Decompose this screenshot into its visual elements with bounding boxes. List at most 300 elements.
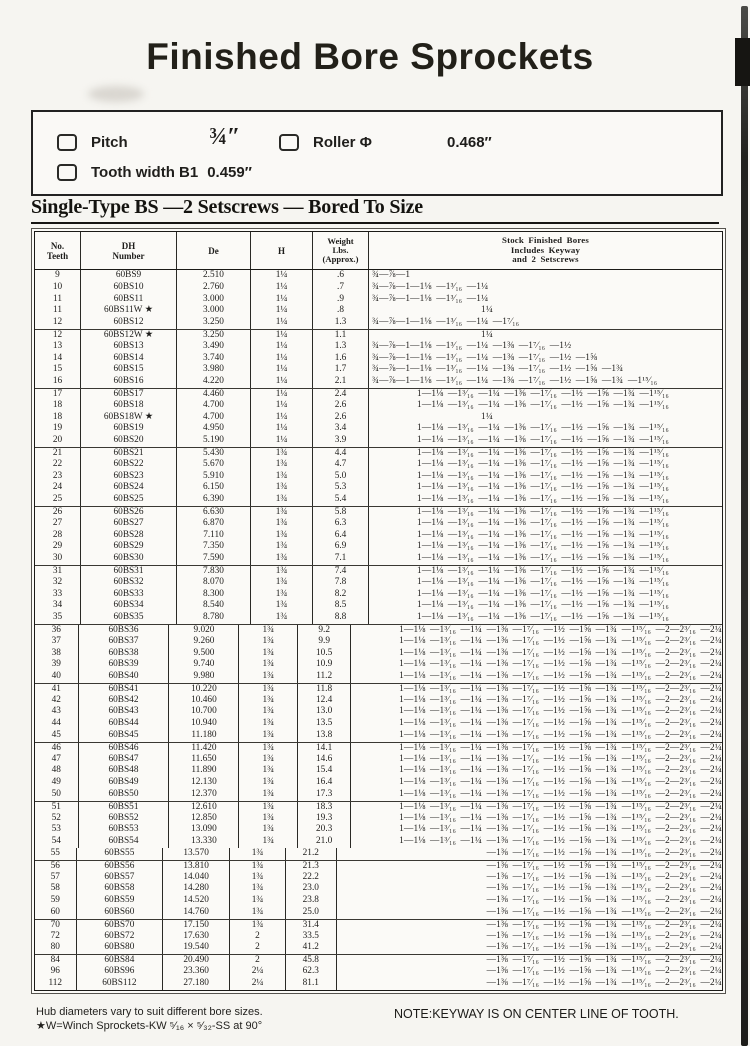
- cell-stock-bores: 1—1⅛ —1³⁄₁₆ —1¼ —1⅜ —1⁷⁄₁₆ —1½ —1⅝ —1¾ —1¹⁵⁄₁₆: [417, 553, 669, 564]
- cell-weight: 16.4: [298, 777, 351, 789]
- cell-dh-number: 60BS48: [79, 765, 170, 777]
- cell-de: 12.370: [169, 789, 239, 801]
- cell-dh-number: 60BS26: [81, 507, 177, 518]
- cell-de: 12.610: [169, 802, 239, 813]
- cell-weight: 12.4: [298, 695, 351, 707]
- cell-dh-number: 60BS55: [77, 848, 164, 860]
- cell-no-teeth: 46: [35, 743, 79, 754]
- page-title: Finished Bore Sprockets: [146, 36, 594, 77]
- cell-h: 1¾: [230, 848, 286, 860]
- table-row: [35, 706, 722, 718]
- cell-de: 3.250: [177, 317, 251, 329]
- checkbox-icon: [279, 134, 299, 151]
- cell-weight: 41.2: [286, 942, 337, 954]
- cell-no-teeth: 53: [35, 824, 79, 836]
- cell-de: 3.000: [177, 294, 251, 306]
- cell-dh-number: 60BS9: [81, 270, 177, 282]
- checkbox-icon: [57, 134, 77, 151]
- cell-weight: 21.2: [286, 848, 337, 860]
- table-row: [35, 801, 722, 813]
- cell-h: 1¼: [251, 412, 313, 424]
- cell-no-teeth: 45: [35, 730, 79, 742]
- cell-weight: 45.8: [286, 955, 337, 966]
- footnote-winch: ★W=Winch Sprockets-KW ⁵⁄₁₆ × ⁵⁄₃₂-SS at 90°: [36, 1020, 263, 1032]
- cell-stock-bores: ¾—⅞—1—1⅛ —1³⁄₁₆ —1¼: [372, 281, 489, 292]
- cell-no-teeth: 70: [35, 920, 77, 931]
- table-row: [35, 376, 722, 388]
- table-row: [35, 435, 722, 447]
- cell-no-teeth: 28: [35, 530, 81, 542]
- cell-de: 3.740: [177, 353, 251, 365]
- cell-stock-bores: 1—1⅛ —1³⁄₁₆ —1¼ —1⅜ —1⁷⁄₁₆ —1½ —1⅝ —1¾ —1¹⁵⁄₁₆: [417, 447, 669, 458]
- table-row: [35, 954, 722, 966]
- cell-no-teeth: 24: [35, 482, 81, 494]
- table-row: [35, 541, 722, 553]
- cell-de: 2.760: [177, 282, 251, 294]
- table-row: [35, 423, 722, 435]
- cell-dh-number: 60BS49: [79, 777, 170, 789]
- table-row: [35, 270, 722, 282]
- cell-dh-number: 60BS58: [77, 883, 164, 895]
- cell-no-teeth: 11: [35, 294, 81, 306]
- table-row: [35, 860, 722, 872]
- spec-box: [31, 110, 723, 196]
- cell-stock-bores: —1⅜ —1⁷⁄₁₆ —1½ —1⅝ —1¾ —1¹⁵⁄₁₆ —2—2³⁄₁₆ —2¼: [486, 930, 722, 941]
- cell-weight: 1.1: [313, 330, 369, 341]
- table-row: [35, 978, 722, 990]
- cell-dh-number: 60BS14: [81, 353, 177, 365]
- table-row: [35, 317, 722, 329]
- cell-weight: 6.3: [313, 518, 369, 530]
- cell-stock-bores: 1—1⅛ —1³⁄₁₆ —1¼ —1⅜ —1⁷⁄₁₆ —1½ —1⅝ —1¾ —1¹⁵⁄₁₆ —2—2³⁄₁₆ —2¼: [399, 659, 722, 670]
- cell-weight: 23.0: [286, 883, 337, 895]
- cell-no-teeth: 84: [35, 955, 77, 966]
- cell-stock-bores: —1⅜ —1⁷⁄₁₆ —1½ —1⅝ —1¾ —1¹⁵⁄₁₆ —2—2³⁄₁₆ —2¼: [486, 871, 722, 882]
- cell-h: 1¼: [251, 305, 313, 317]
- tooth-width-value: 0.459″: [207, 164, 252, 181]
- roller-label: Roller Φ: [313, 134, 372, 151]
- footnote-keyway: NOTE:KEYWAY IS ON CENTER LINE OF TOOTH.: [394, 1007, 679, 1021]
- cell-dh-number: 60BS30: [81, 553, 177, 565]
- cell-dh-number: 60BS13: [81, 341, 177, 353]
- checkbox-icon: [57, 164, 77, 181]
- cell-weight: 3.9: [313, 435, 369, 447]
- cell-stock-bores: 1—1⅛ —1³⁄₁₆ —1¼ —1⅜ —1⁷⁄₁₆ —1½ —1⅝ —1¾ —1¹⁵⁄₁₆ —2—2³⁄₁₆ —2¼: [399, 730, 722, 741]
- cell-h: 1¼: [251, 364, 313, 376]
- cell-stock-bores: ¾—⅞—1—1⅛ —1³⁄₁₆ —1¼ —1⁷⁄₁₆: [372, 317, 520, 328]
- cell-de: 7.110: [177, 530, 251, 542]
- table-row: [35, 282, 722, 294]
- cell-de: 10.460: [169, 695, 239, 707]
- cell-stock-bores: 1—1⅛ —1³⁄₁₆ —1¼ —1⅜ —1⁷⁄₁₆ —1½ —1⅝ —1¾ —1¹⁵⁄₁₆: [417, 576, 669, 587]
- cell-h: 1¼: [251, 270, 313, 282]
- cell-dh-number: 60BS70: [77, 920, 164, 931]
- cell-dh-number: 60BS25: [81, 494, 177, 506]
- cell-weight: 7.8: [313, 577, 369, 589]
- spec-roller: [279, 134, 372, 151]
- cell-dh-number: 60BS44: [79, 718, 170, 730]
- cell-stock-bores: 1—1⅛ —1³⁄₁₆ —1¼ —1⅜ —1⁷⁄₁₆ —1½ —1⅝ —1¾ —1¹⁵⁄₁₆: [417, 423, 669, 434]
- header-stock-bores: Stock Finished Bores Includes Keyway and 2 Setscrews: [501, 235, 590, 265]
- cell-h: 1¾: [239, 659, 298, 671]
- cell-dh-number: 60BS39: [79, 659, 170, 671]
- cell-weight: 15.4: [298, 765, 351, 777]
- cell-stock-bores: 1—1⅛ —1³⁄₁₆ —1¼ —1⅜ —1⁷⁄₁₆ —1½ —1⅝ —1¾ —1¹⁵⁄₁₆ —2—2³⁄₁₆ —2¼: [399, 624, 722, 635]
- cell-stock-bores: ¾—⅞—1: [372, 270, 411, 280]
- cell-h: 1¾: [251, 482, 313, 494]
- cell-de: 14.280: [163, 883, 230, 895]
- cell-de: 9.980: [169, 671, 239, 683]
- cell-weight: 1.3: [313, 317, 369, 329]
- cell-weight: 7.1: [313, 553, 369, 565]
- cell-dh-number: 60BS31: [81, 566, 177, 577]
- cell-no-teeth: 38: [35, 648, 79, 660]
- cell-h: 1¼: [251, 317, 313, 329]
- cell-stock-bores: 1—1⅛ —1³⁄₁₆ —1¼ —1⅜ —1⁷⁄₁₆ —1½ —1⅝ —1¾ —1¹⁵⁄₁₆ —2—2³⁄₁₆ —2¼: [399, 706, 722, 717]
- cell-stock-bores: 1—1⅛ —1³⁄₁₆ —1¼ —1⅜ —1⁷⁄₁₆ —1½ —1⅝ —1¾ —1¹⁵⁄₁₆: [417, 541, 669, 552]
- cell-dh-number: 60BS34: [81, 600, 177, 612]
- section-title: Single-Type BS —2 Setscrews — Bored To Size: [31, 196, 719, 224]
- cell-de: 14.520: [163, 895, 230, 907]
- table-row: [35, 848, 722, 860]
- cell-no-teeth: 13: [35, 341, 81, 353]
- cell-weight: 2.6: [313, 400, 369, 412]
- cell-de: 8.780: [177, 612, 251, 624]
- cell-weight: .6: [313, 270, 369, 282]
- cell-no-teeth: 18: [35, 412, 81, 424]
- cell-weight: 10.9: [298, 659, 351, 671]
- cell-de: 17.630: [163, 931, 230, 943]
- cell-h: 1¾: [230, 895, 286, 907]
- cell-no-teeth: 29: [35, 541, 81, 553]
- cell-h: 1¾: [251, 507, 313, 518]
- table-row: [35, 872, 722, 884]
- cell-weight: 10.5: [298, 648, 351, 660]
- cell-h: 1¾: [239, 718, 298, 730]
- cell-stock-bores: —1⅜ —1⁷⁄₁₆ —1½ —1⅝ —1¾ —1¹⁵⁄₁₆ —2—2³⁄₁₆ —2¼: [486, 848, 722, 859]
- cell-h: 1¾: [239, 671, 298, 683]
- cell-de: 3.250: [177, 330, 251, 341]
- cell-dh-number: 60BS54: [79, 836, 170, 848]
- cell-dh-number: 60BS72: [77, 931, 164, 943]
- sprocket-table: [31, 228, 726, 994]
- table-row: [35, 565, 722, 577]
- cell-no-teeth: 43: [35, 706, 79, 718]
- cell-de: 14.760: [163, 907, 230, 919]
- cell-no-teeth: 56: [35, 861, 77, 872]
- table-header-row: [35, 232, 722, 270]
- cell-dh-number: 60BS32: [81, 577, 177, 589]
- table-row: [35, 612, 722, 624]
- cell-no-teeth: 51: [35, 802, 79, 813]
- cell-no-teeth: 72: [35, 931, 77, 943]
- cell-weight: 4.7: [313, 459, 369, 471]
- cell-stock-bores: 1¼: [481, 411, 494, 422]
- cell-stock-bores: 1—1⅛ —1³⁄₁₆ —1¼ —1⅜ —1⁷⁄₁₆ —1½ —1⅝ —1¾ —1¹⁵⁄₁₆ —2—2³⁄₁₆ —2¼: [399, 777, 722, 788]
- cell-stock-bores: 1—1⅛ —1³⁄₁₆ —1¼ —1⅜ —1⁷⁄₁₆ —1½ —1⅝ —1¾ —1¹⁵⁄₁₆: [417, 517, 669, 528]
- cell-de: 6.870: [177, 518, 251, 530]
- cell-h: 2¼: [230, 978, 286, 990]
- cell-no-teeth: 112: [35, 978, 77, 990]
- cell-dh-number: 60BS112: [77, 978, 164, 990]
- cell-h: 1¾: [239, 754, 298, 766]
- table-row: [35, 518, 722, 530]
- cell-stock-bores: 1—1⅛ —1³⁄₁₆ —1¼ —1⅜ —1⁷⁄₁₆ —1½ —1⅝ —1¾ —1¹⁵⁄₁₆ —2—2³⁄₁₆ —2¼: [399, 718, 722, 729]
- cell-weight: 21.3: [286, 861, 337, 872]
- cell-weight: 81.1: [286, 978, 337, 990]
- cell-stock-bores: 1—1⅛ —1³⁄₁₆ —1¼ —1⅜ —1⁷⁄₁₆ —1½ —1⅝ —1¾ —1¹⁵⁄₁₆: [417, 506, 669, 517]
- cell-de: 4.460: [177, 389, 251, 400]
- cell-no-teeth: 18: [35, 400, 81, 412]
- cell-weight: 1.6: [313, 353, 369, 365]
- cell-dh-number: 60BS17: [81, 389, 177, 400]
- cell-h: 1¼: [251, 423, 313, 435]
- cell-no-teeth: 36: [35, 625, 79, 636]
- table-row: [35, 447, 722, 459]
- cell-h: 1¾: [230, 872, 286, 884]
- cell-stock-bores: 1—1⅛ —1³⁄₁₆ —1¼ —1⅜ —1⁷⁄₁₆ —1½ —1⅝ —1¾ —1¹⁵⁄₁₆: [417, 588, 669, 599]
- cell-stock-bores: —1⅜ —1⁷⁄₁₆ —1½ —1⅝ —1¾ —1¹⁵⁄₁₆ —2—2³⁄₁₆ —2¼: [486, 860, 722, 871]
- table-row: [35, 824, 722, 836]
- cell-stock-bores: ¾—⅞—1—1⅛ —1³⁄₁₆ —1¼ —1⅜ —1⁷⁄₁₆ —1½ —1⅝ —1¾: [372, 364, 624, 375]
- cell-h: 1¼: [251, 294, 313, 306]
- cell-h: 1¾: [239, 684, 298, 695]
- table-row: [35, 341, 722, 353]
- cell-de: 5.430: [177, 448, 251, 459]
- cell-h: 1¾: [251, 566, 313, 577]
- cell-stock-bores: 1—1⅛ —1³⁄₁₆ —1¼ —1⅜ —1⁷⁄₁₆ —1½ —1⅝ —1¾ —1¹⁵⁄₁₆: [417, 458, 669, 469]
- cell-h: 1¼: [251, 435, 313, 447]
- cell-no-teeth: 41: [35, 684, 79, 695]
- cell-weight: .9: [313, 294, 369, 306]
- cell-stock-bores: 1—1⅛ —1³⁄₁₆ —1¼ —1⅜ —1⁷⁄₁₆ —1½ —1⅝ —1¾ —1¹⁵⁄₁₆ —2—2³⁄₁₆ —2¼: [399, 812, 722, 823]
- cell-h: 1¾: [230, 907, 286, 919]
- cell-weight: 14.6: [298, 754, 351, 766]
- table-row: [35, 494, 722, 506]
- cell-h: 1¾: [239, 765, 298, 777]
- scan-edge-strip: [741, 6, 748, 1046]
- cell-weight: .8: [313, 305, 369, 317]
- cell-weight: 19.3: [298, 813, 351, 825]
- table-row: [35, 931, 722, 943]
- cell-weight: 22.2: [286, 872, 337, 884]
- cell-weight: 5.0: [313, 471, 369, 483]
- cell-h: 1¾: [239, 777, 298, 789]
- cell-h: 1¾: [251, 600, 313, 612]
- cell-weight: 8.5: [313, 600, 369, 612]
- cell-h: 1¾: [251, 471, 313, 483]
- table-row: [35, 695, 722, 707]
- cell-h: 1¾: [230, 920, 286, 931]
- spec-pitch: [57, 134, 128, 151]
- cell-de: 14.040: [163, 872, 230, 884]
- table-row: [35, 966, 722, 978]
- cell-no-teeth: 52: [35, 813, 79, 825]
- cell-de: 11.180: [169, 730, 239, 742]
- cell-no-teeth: 57: [35, 872, 77, 884]
- cell-dh-number: 60BS11W ★: [81, 305, 177, 317]
- cell-no-teeth: 14: [35, 353, 81, 365]
- cell-weight: 1.3: [313, 341, 369, 353]
- header-h: H: [251, 232, 313, 269]
- cell-de: 27.180: [163, 978, 230, 990]
- cell-de: 20.490: [163, 955, 230, 966]
- cell-h: 1¾: [251, 612, 313, 624]
- cell-h: 1¾: [251, 553, 313, 565]
- scan-smudge: [88, 86, 144, 102]
- cell-stock-bores: 1—1⅛ —1³⁄₁₆ —1¼ —1⅜ —1⁷⁄₁₆ —1½ —1⅝ —1¾ —1¹⁵⁄₁₆ —2—2³⁄₁₆ —2¼: [399, 801, 722, 812]
- cell-de: 2.510: [177, 270, 251, 282]
- header-no-teeth: No. Teeth: [35, 232, 81, 269]
- spec-tooth: [57, 164, 252, 181]
- cell-no-teeth: 50: [35, 789, 79, 801]
- cell-weight: 5.3: [313, 482, 369, 494]
- table-row: [35, 553, 722, 565]
- cell-weight: 13.5: [298, 718, 351, 730]
- cell-stock-bores: —1⅜ —1⁷⁄₁₆ —1½ —1⅝ —1¾ —1¹⁵⁄₁₆ —2—2³⁄₁₆ —2¼: [486, 883, 722, 894]
- cell-dh-number: 60BS15: [81, 364, 177, 376]
- cell-de: 6.630: [177, 507, 251, 518]
- cell-h: 1¾: [230, 861, 286, 872]
- cell-h: 1¼: [251, 376, 313, 388]
- cell-dh-number: 60BS20: [81, 435, 177, 447]
- cell-h: 1¾: [239, 695, 298, 707]
- cell-de: 10.220: [169, 684, 239, 695]
- cell-stock-bores: ¾—⅞—1—1⅛ —1³⁄₁₆ —1¼ —1⅜ —1⁷⁄₁₆ —1½: [372, 340, 572, 351]
- cell-weight: 25.0: [286, 907, 337, 919]
- cell-h: 1¼: [251, 400, 313, 412]
- cell-weight: 3.4: [313, 423, 369, 435]
- cell-no-teeth: 31: [35, 566, 81, 577]
- table-row: [35, 789, 722, 801]
- cell-h: 1¾: [251, 448, 313, 459]
- cell-weight: 13.8: [298, 730, 351, 742]
- cell-weight: 62.3: [286, 966, 337, 978]
- cell-de: 4.220: [177, 376, 251, 388]
- cell-stock-bores: 1—1⅛ —1³⁄₁₆ —1¼ —1⅜ —1⁷⁄₁₆ —1½ —1⅝ —1¾ —1¹⁵⁄₁₆ —2—2³⁄₁₆ —2¼: [399, 824, 722, 835]
- cell-stock-bores: —1⅜ —1⁷⁄₁₆ —1½ —1⅝ —1¾ —1¹⁵⁄₁₆ —2—2³⁄₁₆ —2¼: [486, 942, 722, 953]
- cell-stock-bores: 1—1⅛ —1³⁄₁₆ —1¼ —1⅜ —1⁷⁄₁₆ —1½ —1⅝ —1¾ —1¹⁵⁄₁₆: [417, 494, 669, 505]
- cell-dh-number: 60BS18W ★: [81, 412, 177, 424]
- cell-h: 1¾: [251, 577, 313, 589]
- cell-de: 11.420: [169, 743, 239, 754]
- cell-stock-bores: 1—1⅛ —1³⁄₁₆ —1¼ —1⅜ —1⁷⁄₁₆ —1½ —1⅝ —1¾ —1¹⁵⁄₁₆: [417, 612, 669, 623]
- cell-no-teeth: 55: [35, 848, 77, 860]
- cell-weight: 11.8: [298, 684, 351, 695]
- table-row: [35, 506, 722, 518]
- cell-de: 17.150: [163, 920, 230, 931]
- cell-dh-number: 60BS19: [81, 423, 177, 435]
- table-row: [35, 400, 722, 412]
- cell-h: 1¾: [239, 824, 298, 836]
- table-row: [35, 883, 722, 895]
- cell-h: 1¾: [251, 459, 313, 471]
- cell-stock-bores: 1—1⅛ —1³⁄₁₆ —1¼ —1⅜ —1⁷⁄₁₆ —1½ —1⅝ —1¾ —1¹⁵⁄₁₆ —2—2³⁄₁₆ —2¼: [399, 753, 722, 764]
- table-row: [35, 353, 722, 365]
- cell-de: 10.940: [169, 718, 239, 730]
- cell-de: 8.070: [177, 577, 251, 589]
- table-row: [35, 742, 722, 754]
- table-row: [35, 919, 722, 931]
- cell-no-teeth: 60: [35, 907, 77, 919]
- cell-stock-bores: ¾—⅞—1—1⅛ —1³⁄₁₆ —1¼ —1⅜ —1⁷⁄₁₆ —1½ —1⅝: [372, 352, 598, 363]
- cell-h: 1¾: [239, 836, 298, 848]
- cell-weight: 17.3: [298, 789, 351, 801]
- cell-de: 8.540: [177, 600, 251, 612]
- cell-no-teeth: 33: [35, 589, 81, 601]
- cell-dh-number: 60BS60: [77, 907, 164, 919]
- table-row: [35, 942, 722, 954]
- cell-h: 1¼: [251, 341, 313, 353]
- cell-stock-bores: 1—1⅛ —1³⁄₁₆ —1¼ —1⅜ —1⁷⁄₁₆ —1½ —1⅝ —1¾ —1¹⁵⁄₁₆ —2—2³⁄₁₆ —2¼: [399, 742, 722, 753]
- cell-h: 1¾: [251, 494, 313, 506]
- cell-h: 1¾: [239, 648, 298, 660]
- cell-dh-number: 60BS37: [79, 636, 170, 648]
- cell-stock-bores: 1—1⅛ —1³⁄₁₆ —1¼ —1⅜ —1⁷⁄₁₆ —1½ —1⅝ —1¾ —1¹⁵⁄₁₆ —2—2³⁄₁₆ —2¼: [399, 683, 722, 694]
- table-row: [35, 471, 722, 483]
- cell-h: 2: [230, 955, 286, 966]
- cell-weight: 8.2: [313, 589, 369, 601]
- cell-de: 7.830: [177, 566, 251, 577]
- table-row: [35, 907, 722, 919]
- cell-weight: 2.1: [313, 376, 369, 388]
- cell-de: 13.330: [169, 836, 239, 848]
- cell-de: 8.300: [177, 589, 251, 601]
- cell-h: 1¾: [239, 743, 298, 754]
- cell-h: 1¾: [251, 541, 313, 553]
- cell-de: 13.090: [169, 824, 239, 836]
- table-row: [35, 895, 722, 907]
- cell-weight: 7.4: [313, 566, 369, 577]
- cell-de: 5.670: [177, 459, 251, 471]
- cell-dh-number: 60BS33: [81, 589, 177, 601]
- cell-dh-number: 60BS96: [77, 966, 164, 978]
- cell-no-teeth: 54: [35, 836, 79, 848]
- cell-weight: 4.4: [313, 448, 369, 459]
- table-row: [35, 624, 722, 636]
- cell-weight: 5.4: [313, 494, 369, 506]
- cell-stock-bores: —1⅜ —1⁷⁄₁₆ —1½ —1⅝ —1¾ —1¹⁵⁄₁₆ —2—2³⁄₁₆ —2¼: [486, 919, 722, 930]
- cell-no-teeth: 10: [35, 282, 81, 294]
- cell-dh-number: 60BS10: [81, 282, 177, 294]
- cell-h: 1¾: [239, 636, 298, 648]
- cell-dh-number: 60BS29: [81, 541, 177, 553]
- cell-weight: 9.9: [298, 636, 351, 648]
- cell-dh-number: 60BS24: [81, 482, 177, 494]
- cell-stock-bores: 1—1⅛ —1³⁄₁₆ —1¼ —1⅜ —1⁷⁄₁₆ —1½ —1⅝ —1¾ —1¹⁵⁄₁₆: [417, 388, 669, 399]
- sprocket-table-inner: [34, 231, 723, 991]
- cell-h: 1¾: [251, 589, 313, 601]
- cell-dh-number: 60BS47: [79, 754, 170, 766]
- cell-stock-bores: 1—1⅛ —1³⁄₁₆ —1¼ —1⅜ —1⁷⁄₁₆ —1½ —1⅝ —1¾ —1¹⁵⁄₁₆: [417, 470, 669, 481]
- cell-de: 3.980: [177, 364, 251, 376]
- cell-dh-number: 60BS12: [81, 317, 177, 329]
- cell-dh-number: 60BS84: [77, 955, 164, 966]
- cell-no-teeth: 32: [35, 577, 81, 589]
- cell-dh-number: 60BS80: [77, 942, 164, 954]
- cell-stock-bores: 1—1⅛ —1³⁄₁₆ —1¼ —1⅜ —1⁷⁄₁₆ —1½ —1⅝ —1¾ —1¹⁵⁄₁₆ —2—2³⁄₁₆ —2¼: [399, 671, 722, 682]
- table-row: [35, 600, 722, 612]
- cell-stock-bores: ¾—⅞—1—1⅛ —1³⁄₁₆ —1¼ —1⅜ —1⁷⁄₁₆ —1½ —1⅝ —1¾ —1¹⁵⁄₁₆: [372, 376, 658, 387]
- cell-h: 1¾: [239, 706, 298, 718]
- cell-stock-bores: 1—1⅛ —1³⁄₁₆ —1¼ —1⅜ —1⁷⁄₁₆ —1½ —1⅝ —1¾ —1¹⁵⁄₁₆: [417, 565, 669, 576]
- cell-de: 4.950: [177, 423, 251, 435]
- cell-dh-number: 60BS28: [81, 530, 177, 542]
- cell-h: 1¼: [251, 330, 313, 341]
- table-row: [35, 648, 722, 660]
- cell-weight: 23.8: [286, 895, 337, 907]
- pitch-value: ¾″: [209, 124, 241, 150]
